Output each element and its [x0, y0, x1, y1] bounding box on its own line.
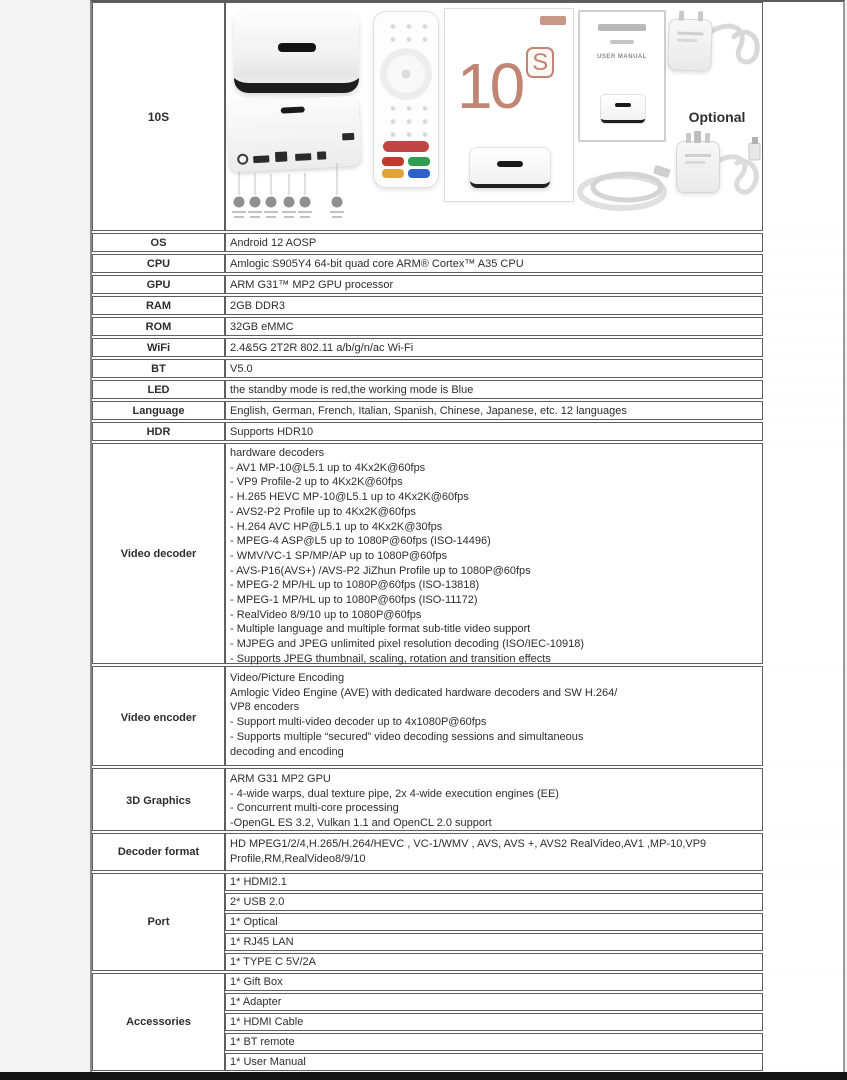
remote-button-grid	[381, 18, 431, 46]
row-label: HDR	[92, 422, 225, 441]
manual-logo	[598, 24, 646, 31]
row-value: Amlogic S905Y4 64-bit quad core ARM® Cortex™ A35 CPU	[225, 254, 763, 273]
port-item: 1* HDMI2.1	[225, 873, 763, 891]
product-photo	[225, 2, 763, 231]
row-label: CPU	[92, 254, 225, 273]
row-label: 3D Graphics	[92, 768, 225, 831]
port-item: 2* USB 2.0	[225, 893, 763, 911]
accessory-item: 1* Gift Box	[225, 973, 763, 991]
row-label: RAM	[92, 296, 225, 315]
remote-red-bar-button	[383, 141, 429, 152]
remote-blue-button	[408, 169, 430, 178]
table-row-bt	[92, 359, 843, 378]
table-row-rom	[92, 317, 843, 336]
table-row-accessories	[92, 973, 843, 1071]
table-row-video-encoder	[92, 666, 843, 766]
row-value: HD MPEG1/2/4,H.265/H.264/HEVC , VC-1/WMV , AVS, AVS +, AVS2 RealVideo,AV1 ,MP-10,VP9 Profile,RM,RealVideo8/9/10	[225, 833, 763, 871]
row-value: Supports HDR10	[225, 422, 763, 441]
table-row-video-decoder	[92, 443, 843, 664]
remote-yellow-button	[382, 169, 404, 178]
optional-label: Optional	[688, 109, 746, 125]
model-label-cell	[92, 2, 225, 231]
table-row-3d-graphics	[92, 768, 843, 831]
row-label: Decoder format	[92, 833, 225, 871]
remote-green-button	[408, 157, 430, 166]
row-label: Port	[92, 873, 225, 971]
remote-red-button	[382, 157, 404, 166]
accessory-item: 1* User Manual	[225, 1053, 763, 1071]
box-art-model-number: 10 $^S$	[457, 31, 554, 118]
model-label: 10S	[147, 109, 170, 124]
bottom-black-bar	[0, 1072, 847, 1080]
table-row-decoder-format	[92, 833, 843, 871]
remote-color-buttons	[382, 157, 430, 178]
manual-model-line	[610, 40, 634, 44]
row-value: ARM G31 MP2 GPU - 4-wide warps, dual texture pipe, 2x 4-wide execution engines (EE) - Concurrent multi-core processing -OpenGL ES 3.2, Vulkan 1.1 and OpenCL 2.0 support	[225, 768, 763, 831]
row-value: ARM G31™ MP2 GPU processor	[225, 275, 763, 294]
table-row-cpu	[92, 254, 843, 273]
spec-table	[90, 0, 845, 1073]
row-label: Video encoder	[92, 666, 225, 766]
row-label: GPU	[92, 275, 225, 294]
row-value: hardware decoders - AV1 MP-10@L5.1 up to 4Kx2K@60fps - VP9 Profile-2 up to 4Kx2K@60fps - H.265 HEVC MP-10@L5.1 up to 4Kx2K@60fps - AVS2-P2 Profile up to 4Kx2K@60fps - H.264 AVC HP@L5.1 up to 4Kx2K@30fps - MPEG-4 ASP@L5 up to 1080P@60fps (ISO-14496) - WMV/VC-1 SP/MP/AP up to 1080P@60fps - AVS-P16(AVS+) /AVS-P2 JiZhun Profile up to 1080P@60fps - MPEG-2 MP/HL up to 1080P@60fps (ISO-13818) - MPEG-1 MP/HL up to 1080P@60fps (ISO-11172) - RealVideo 8/9/10 up to 1080P@60fps - Multiple language and multiple format sub-title video support - MJPEG and JPEG unlimited pixel resolution decoding (ISO/IEC-10918) - Supports JPEG thumbnail, scaling, rotation and transition effects	[225, 443, 763, 664]
manual-device-image	[600, 94, 646, 124]
row-label: Video decoder	[92, 443, 225, 664]
accessory-item: 1* Adapter	[225, 993, 763, 1011]
row-value: 2GB DDR3	[225, 296, 763, 315]
row-label: WiFi	[92, 338, 225, 357]
row-label: BT	[92, 359, 225, 378]
table-row-led	[92, 380, 843, 399]
table-row-gpu	[92, 275, 843, 294]
power-adapter-uk	[676, 141, 720, 193]
manual-title: USER MANUAL	[597, 54, 647, 60]
retail-box	[444, 8, 574, 202]
table-row-hdr	[92, 422, 843, 441]
row-value: the standby mode is red,the working mode is Blue	[225, 380, 763, 399]
port-item: 1* TYPE C 5V/2A	[225, 953, 763, 971]
table-right-margin	[763, 2, 843, 231]
row-value: 32GB eMMC	[225, 317, 763, 336]
table-row-product	[92, 2, 843, 231]
remote-control	[373, 11, 439, 188]
table-row-port	[92, 873, 843, 971]
row-label: ROM	[92, 317, 225, 336]
user-manual	[578, 10, 666, 142]
table-row-ram	[92, 296, 843, 315]
row-label: Accessories	[92, 973, 225, 1071]
port-item: 1* RJ45 LAN	[225, 933, 763, 951]
power-adapter-us	[667, 18, 713, 72]
row-value: V5.0	[225, 359, 763, 378]
row-value: 2.4&5G 2T2R 802.11 a/b/g/n/ac Wi-Fi	[225, 338, 763, 357]
port-item: 1* Optical	[225, 913, 763, 931]
accessory-item: 1* HDMI Cable	[225, 1013, 763, 1031]
table-row-wifi	[92, 338, 843, 357]
remote-dpad	[380, 48, 432, 100]
row-value: English, German, French, Italian, Spanish, Chinese, Japanese, etc. 12 languages	[225, 401, 763, 420]
row-value: Android 12 AOSP	[225, 233, 763, 252]
row-label: LED	[92, 380, 225, 399]
table-row-language	[92, 401, 843, 420]
row-label: OS	[92, 233, 225, 252]
box-art-device-image	[469, 147, 551, 189]
box-corner-badge	[540, 16, 566, 25]
remote-button-grid	[381, 100, 431, 140]
row-value: Video/Picture Encoding Amlogic Video Engine (AVE) with dedicated hardware decoders and SW H.264/ VP8 encoders - Support multi-video decoder up to 4x1080P@60fps - Supports multiple “secured” video decoding sessions and simultaneous decoding and encoding	[225, 666, 763, 766]
accessory-item: 1* BT remote	[225, 1033, 763, 1051]
row-label: Language	[92, 401, 225, 420]
table-row-os	[92, 233, 843, 252]
